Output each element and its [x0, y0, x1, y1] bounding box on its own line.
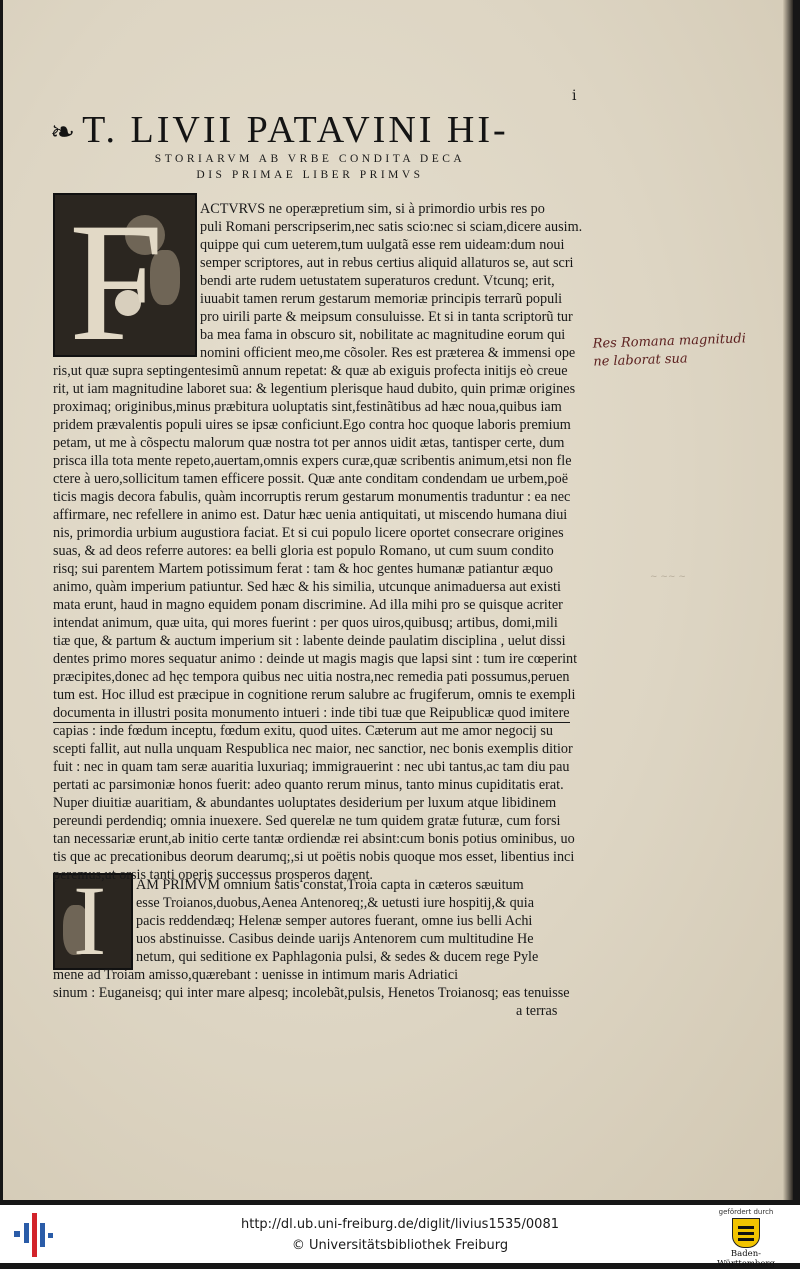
page-subtitle-line-2: DIS PRIMAE LIBER PRIMVS	[196, 169, 424, 181]
text-line: petam, ut me à cõspectu malorum quæ nostra tot per annos uidit ætas, tantisper certe, dum	[53, 435, 565, 451]
initial-letter: F	[69, 193, 164, 357]
text-line: ACTVRVS ne operæpretium sim, si à primordio urbis res po	[200, 201, 545, 217]
text-line: netum, qui seditione ex Paphlagonia pulsi, & sedes & ducem rege Pyle	[136, 949, 539, 965]
text-line: mene ad Troiam amisso,quærebant : uenisse in intimum maris Adriatici	[53, 967, 459, 983]
permalink-url[interactable]: http://dl.ub.uni-freiburg.de/diglit/livius1535/0081	[241, 1217, 559, 1232]
page-subtitle-line-1: STORIARVM AB VRBE CONDITA DECA	[154, 153, 466, 165]
text-line: pro uirili parte & meipsum consuluisse. Et si in tanta scriptorũ tur	[200, 309, 573, 325]
margin-note-line: ne laborat sua	[593, 351, 688, 370]
text-line: capias : inde fœdum inceptu, fœdum exitu, quod uites. Cæterum aut me amor negocij su	[53, 723, 554, 739]
text-line: dentes primo mores sequatur animo : deinde ut magis magis que lapsi sint : tum ire cœperint	[53, 651, 578, 667]
text-line: rit, ut iam magnitudine laboret sua: & legentium plerisque haud dubito, quin primæ origines	[53, 381, 576, 397]
text-line: semper scriptores, aut in rebus certius aliquid allaturos se, aut scri	[200, 255, 574, 271]
page-title	[50, 108, 509, 152]
woodcut-initial-i	[53, 873, 133, 970]
text-line: peremus,ut orsis tanti operis successus prosperos darent.	[53, 867, 373, 883]
catchword: a terras	[516, 1003, 558, 1019]
text-line: tan necessariæ erunt,ab initio certe tantæ ordiendæ rei absint:cum bonis potius ominibus, uo	[53, 831, 575, 847]
text-line: suas, & ad deos referre autores: ea belli gloria est populo Romano, ut cum suum condito	[53, 543, 554, 559]
text-line: tiæ que, & partum & auctum imperium sit : labente deinde paulatim disciplina , uelut dissi	[53, 633, 566, 649]
page-title-text: T. LIVII PATAVINI HI-	[82, 109, 509, 151]
text-line: nomini officient meo,me cõsoler. Res est præterea & immensi ope	[200, 345, 576, 361]
text-line: præcipites,donec ad hęc tempora quibus nec uitia nostra,nec remedia pati possumus,peruen	[53, 669, 570, 685]
text-line: animo, quàm imperium patiuntur. Sed hæc & his similia, utcunque animaduersa aut existi	[53, 579, 561, 595]
copyright-notice: © Universitätsbibliothek Freiburg	[291, 1238, 509, 1253]
text-line: pertati ac parsimoniæ honos fuerit: adeo quanto rerum minus, tanto minus cupiditatis erat.	[53, 777, 564, 793]
text-line: Nuper diuitiæ auaritiam, & abundantes uoluptates desiderium per luxum atque libidinem	[53, 795, 557, 811]
text-line: tis que ac precationibus deorum dearumq;,si ut poëtis nobis quoque mos esset, libentius inci	[53, 849, 575, 865]
text-line: pacis reddendæq; Helenæ semper autores fuerant, omne ius belli Achi	[136, 913, 533, 929]
handwritten-margin-note	[592, 330, 746, 371]
text-line: ticis magis decora fabulis, quàm incorruptis rerum gestarum monumentis traduntur : ea nec	[53, 489, 571, 505]
sponsor-badge[interactable]	[706, 1208, 786, 1269]
initial-letter: I	[73, 873, 107, 970]
text-line: quippe qui cum ueterem,tum uulgatã esse rem uideam:dum noui	[200, 237, 565, 253]
faint-margin-mark: ~ ~~ ~	[650, 572, 686, 582]
text-line: mata erunt, haud in magno equidem ponam discrimine. Ad illa mihi pro se quisque acriter	[53, 597, 563, 613]
text-line: bendi arte rudem uetustatem superaturos credunt. Vtcunq; erit,	[200, 273, 555, 289]
text-line: pridem prævalentis populi uires se ipsæ conficiunt.Ego contra hoc quoque laboris premium	[53, 417, 571, 433]
text-line: fuit : nec in quam tam seræ auaritia luxuriaq; immigrauerint : nec ubi tantus,ac tam diu pau	[53, 759, 570, 775]
text-line: esse Troianos,duobus,Aenea Antenoreq;,& uetusti iure hospitij,& quia	[136, 895, 534, 911]
margin-note-line: Res Romana magnitudi	[592, 331, 747, 352]
text-line: sinum : Euganeisq; qui inter mare alpesq; incolebãt,pulsis, Henetos Troianosq; eas tenuisse	[53, 985, 570, 1001]
fleuron-ornament-icon: ❧	[50, 116, 79, 149]
folio-number: i	[572, 88, 577, 104]
text-line: iuuabit tamen rerum gestarum memoriæ principis terrarũ populi	[200, 291, 563, 307]
sponsor-label: gefördert durch	[718, 1208, 774, 1216]
text-line: puli Romani perscripserim,nec satis scio:nec si sciam,dicere ausim.	[200, 219, 583, 235]
baden-wuerttemberg-crest-icon	[732, 1218, 760, 1248]
page-edge	[783, 0, 793, 1200]
text-line: AM PRIMVM omnium satis constat,Troia capta in cæteros sæuitum	[136, 877, 524, 893]
sponsor-name: Baden-Württemberg	[717, 1249, 775, 1269]
text-line: scepti fallit, aut nulla unquam Respublica nec maior, nec sanctior, nec bonis exemplis ditior	[53, 741, 573, 757]
viewer-footer	[0, 1205, 800, 1263]
text-line: risq; sui parentem Martem potissimum ferat : tam & hoc gentes humanæ patiantur æquo	[53, 561, 554, 577]
text-line: tum est. Hoc illud est præcipue in cognitione rerum salubre ac frugiferum, omnis te exempli	[53, 687, 576, 703]
text-line-underlined: documenta in illustri posita monumento intueri : inde tibi tuæ que Reipublicæ quod imitere	[53, 705, 570, 721]
text-line: proximaq; originibus,minus præbitura uoluptatis sint,festinãtibus ad hæc noua,quibus iam	[53, 399, 562, 415]
text-line: uos abstinuisse. Casibus deinde uarijs Antenorem cum multitudine He	[136, 931, 534, 947]
text-line: affirmare, nec refellere in animo est. Datur hæc uenia antiquitati, ut miscendo humana diui	[53, 507, 568, 523]
text-line: ctere à uero,sollicitum tamen efficere possit. Quæ ante conditam condendam ue urbem,poë	[53, 471, 569, 487]
text-line: prisca illa tota mente repeto,auertam,omnis expers curæ,quæ scribentis animum,etsi non fle	[53, 453, 572, 469]
text-line: nis, primordia urbium augustiora faciat. Et si cui populo licere oportet consecrare origines	[53, 525, 564, 541]
text-line: intendat animum, quæ uita, qui mores fuerint : per quos uiros,quibusq; artibus, domi,mili	[53, 615, 558, 631]
text-line: pereundi perdendiq; omnia inuexere. Sed querelæ ne tum quidem gratæ futuræ, cum forsi	[53, 813, 561, 829]
text-line: ba mea fama in obscuro sit, nobilitate ac magnitudine eorum qui	[200, 327, 566, 343]
woodcut-initial-f	[53, 193, 197, 357]
text-line: ris,ut quæ supra septingentesimũ annum repetat: & quæ ab exiguis profecta initijs eò creue	[53, 363, 568, 379]
